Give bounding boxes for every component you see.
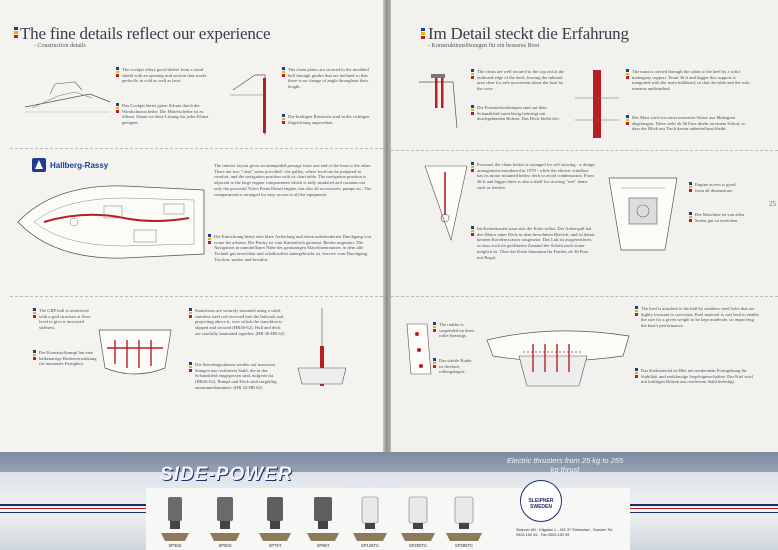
cockpit-text-de: Das Cockpit bietet guten Schutz durch die Windschutzscheibe. Die Mittelscheibe ist zu öffnen. Damit ist diese Lösung für jedes Klima geeignet. — [122, 103, 209, 126]
chainplate-text-de: Die kräftigen Rüsteisen sind in der richtigen Zugrichtung angeordnet. — [288, 114, 370, 125]
divider — [10, 148, 383, 149]
thruster-model-label: SP125TC — [360, 543, 380, 548]
chainplate-text-en: The chain plates are secured to the moulded hull through guides that are inclined so that there is no change of angle throughout their length. — [288, 67, 369, 90]
ad-brand: SIDE-POWER — [160, 464, 293, 485]
rudder-illustration — [397, 320, 437, 378]
ad-tagline: - the market leader — [318, 473, 402, 484]
brand-logo — [32, 158, 108, 172]
bullet-icon — [471, 69, 474, 80]
rudder-text-de: Das stabile Ruder ist dreifach rollengelagert. — [439, 358, 472, 375]
bullet-icon — [33, 308, 36, 319]
cleat-text-de: Die Festmacherklampen sind auf dem Schanzkleid zuverlässig befestigt mit durchgehenden Bolzen. Das Deck bleibt frei. — [477, 105, 560, 122]
stanchion-text-en: Stanchions are securely mounted using a solid, stainless steel rod recessed into the bulwark and projecting above it, over which the stanchion is slipped and secured (HR36-62). Hull and deck are carefully laminated together. (HR 36-HR 62) — [195, 308, 285, 336]
bullet-icon — [33, 350, 36, 361]
bullet-icon — [471, 105, 474, 116]
thruster-icon — [444, 495, 484, 543]
cleat-text-en: The cleats are well secured to the cap rail at the outboard edge of the deck, leaving the inboard area clear for safe movement about the boat by the crew. — [477, 69, 565, 92]
hull-grid-illustration — [95, 318, 175, 384]
thruster-model-label: SP285TC — [454, 543, 474, 548]
hull-text-de: Der Kunststoffrumpf hat eine balkenartige Bodenverstärkung für maximale Festigkeit. — [39, 350, 97, 367]
keel-text-en: The keel is attached to the hull by stainless steel bolts that are highly resistant to corrosion. Keel material is cast lead to enable the size for a given weight to be kept moderate, so improving the boat's performance. — [641, 306, 759, 329]
thruster-icon — [350, 495, 390, 543]
page-subtitle-de: - Konstruktionslösungen für ein besseres Boot — [428, 43, 540, 49]
engine-text-de: Die Maschine ist von allen Seiten gut zu erreichen. — [695, 212, 745, 223]
brand-name: Hallberg-Rassy — [50, 160, 109, 170]
thruster-model-label: SP95T — [316, 543, 330, 548]
flag-icon — [421, 28, 425, 40]
hull-text-en: The GRP hull is reinforced with a grid structure at floor level to give it increased stiffness. — [39, 308, 91, 331]
bullet-icon — [689, 182, 692, 193]
thruster-icon — [155, 495, 195, 543]
cockpit-illustration — [20, 72, 115, 122]
interior-text-en: The interior layout gives an unimpeded passage from one end of the boat to the other. There are two "clear" areas provided - the galley, where food can be prepared in comfort, and the navigation position with its chart table. The navigation position is adjacent to the large engine compartment which is fully insulated and contains not only the powerful Volvo Penta Diesel engine, but also all accessories, pumps etc. The compartment is arranged for easy access to all the equipment. — [214, 163, 372, 197]
ad-address: Sleipner AB - Kilgatan 1 - 452 37 Strömstad - Sweden Tel. 0526-150 95 - Fax 0526-152 95 — [516, 528, 614, 537]
page-title-de: Im Detail steckt die Erfahrung — [428, 24, 629, 43]
bullet-icon — [433, 358, 436, 369]
divider — [391, 150, 778, 151]
divider — [10, 296, 383, 297]
bullet-icon — [282, 114, 285, 125]
thruster-icon — [303, 495, 343, 543]
bullet-icon — [433, 322, 436, 333]
rudder-text-en: The rudder is suspended on three roller bearings. — [439, 322, 475, 339]
cleat-illustration — [413, 68, 469, 134]
bullet-icon — [116, 67, 119, 78]
keel-text-de: Das Kielmaterial ist Blei mit moderatem Formgebung für Stabilität und erstklassige Segeleigenschaften. Der Kiel wird mit kräftigen Bolzen aus rostfreiem Stahl befestigt. — [641, 368, 753, 385]
hallberg-rassy-logo-icon — [32, 158, 46, 172]
thruster-model-label: SP200TC — [408, 543, 428, 548]
page-title: The fine details reflect our experience — [20, 24, 271, 43]
thruster-icon — [255, 495, 295, 543]
thruster-model-label: SP75T — [268, 543, 282, 548]
bullet-icon — [189, 308, 192, 319]
bullet-icon — [635, 306, 638, 317]
bullet-icon — [689, 212, 692, 223]
page-subtitle: - Construction details — [34, 43, 86, 49]
thruster-icon — [205, 495, 245, 543]
stanchion-illustration — [290, 306, 350, 396]
chain-locker-illustration — [421, 160, 471, 245]
left-page — [0, 0, 383, 452]
bullet-icon — [208, 234, 211, 245]
thruster-model-label: SP55S — [218, 543, 232, 548]
chain-locker-text-en: Forward, the chain locker is arranged for self stowing - a design arrangement introduced in 1978 - while the electric windlass has its motor mounted below deck to avoid condensation. From 36 ft and bigger there is also a shelf for stowing "wet" items such as fenders. — [477, 162, 595, 190]
mast-support-illustration — [571, 68, 623, 140]
ad-headline: Electric thrusters from 25 kg to 255 kg thrust — [506, 456, 624, 474]
engine-text-en: Engine access is good from all dimensions. — [695, 182, 736, 193]
flag-icon — [14, 27, 18, 39]
chainplate-illustration — [225, 70, 275, 138]
bullet-icon — [626, 115, 629, 126]
thruster-model-label: SP35S — [168, 543, 182, 548]
mast-text-de: Der Mast wird von einer massiven Stütze aus Mahagoni abgefangen. Diese steht ab 36 Fuss direkt an einem Schott, so dass der Blick am Tisch davon unbeeinflusst bleibt. — [632, 115, 746, 132]
mast-text-en: The mast is carried through the cabin to the keel by a solid mahogany support. From 36 ft and bigger this support is integrated with the main bulkhead, so that the table and the sofa remains undisturbed. — [632, 69, 750, 92]
right-page — [391, 0, 778, 452]
bullet-icon — [626, 69, 629, 80]
thruster-icon — [398, 495, 438, 543]
cockpit-text-en: The cockpit offers good shelter from a wind shield with an opening mid section that works perfectly in cold as well as heat. — [122, 67, 207, 84]
interior-layout-illustration — [14, 178, 209, 266]
engine-access-illustration — [603, 168, 683, 256]
stanchion-text-de: Die Seerelingsstützen werden auf massiven Stangen aus rostfreiem Stahl, die in das Schanzkleid eingegossen sind, aufgesteckt. (HR36-62). Rumpf und Deck sind sorgfältig zusammenlaminiert. (HR 34-HR 62) — [195, 362, 277, 390]
page-number: 25 — [769, 200, 776, 208]
bullet-icon — [282, 67, 285, 78]
bullet-icon — [189, 362, 192, 373]
keel-illustration — [483, 316, 633, 396]
bullet-icon — [471, 162, 474, 173]
divider — [391, 296, 778, 297]
bullet-icon — [471, 226, 474, 237]
bullet-icon — [116, 103, 119, 114]
seal-text: SLEIPNER SWEDEN — [528, 498, 554, 510]
chain-locker-text-de: Im Kettenkasten staut sich die Kette selbst. Der Ankerspill hat den Motor unter Deck in dem bewohnten Bereich, und ist damit keinem Kondenswasser ausgesetzt. Das Luk ist ausgezeichnet, so dass auch im geöffneten Zustand der Schritt nach vorne möglich ist. Über der Kette Stauraum für Fender, ab 36 Fuss mit Regal. — [477, 226, 595, 260]
interior-text-de: Die Einrichtung bietet eine klare Aufteilung und einen unbehinderten Durchgang von vorne bis achtern. Die Pantry ist vom Kartentisch getrennt. Beides ungestört. Die Navigation in unmittelbarer Nähe des geräumigen Maschinenraumes, in dem alle Technik gut erreichbar und schallisoliert untergebracht ist. Service vom Durchgang. Trocken, sauber und bewährt. — [214, 234, 371, 262]
bullet-icon — [635, 368, 638, 379]
